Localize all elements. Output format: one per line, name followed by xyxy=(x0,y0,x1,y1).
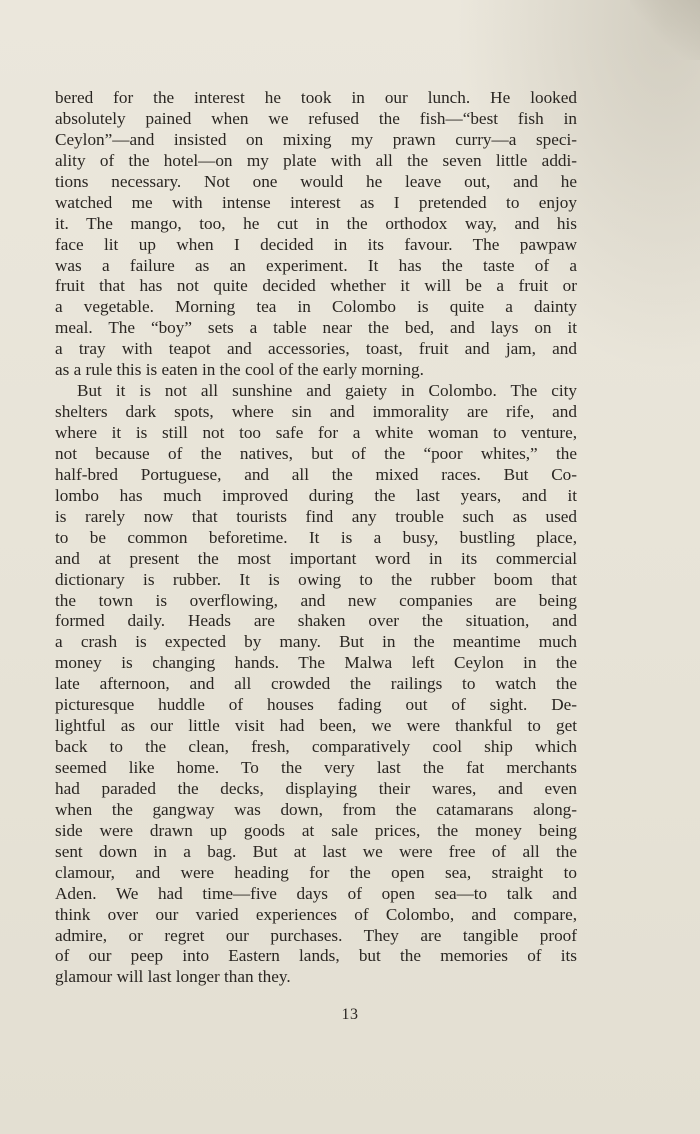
text-line: clamour, and were heading for the open sea, straight to xyxy=(55,862,577,882)
text-line: not because of the natives, but of the “poor whites,” the xyxy=(55,443,577,463)
text-line: picturesque huddle of houses fading out of sight. De- xyxy=(55,695,577,715)
text-line: lightful as our little visit had been, we were thankful to get xyxy=(55,716,577,736)
text-line: a tray with teapot and accessories, toast, fruit and jam, and xyxy=(55,339,577,359)
text-line: formed daily. Heads are shaken over the situation, and xyxy=(55,611,577,631)
text-line: Aden. We had time—five days of open sea—to talk and xyxy=(55,883,577,903)
text-line: and at present the most important word in its commercial xyxy=(55,548,577,568)
text-line: meal. The “boy” sets a table near the bed, and lays on it xyxy=(55,318,577,338)
paragraph-end-line: glamour will last longer than they. xyxy=(55,967,291,987)
text-line: when the gangway was down, from the catamarans along- xyxy=(55,799,577,819)
page-number: 13 xyxy=(341,1006,359,1023)
text-line: bered for the interest he took in our lunch. He looked xyxy=(55,88,577,107)
text-line: a crash is expected by many. But in the meantime much xyxy=(55,632,577,652)
text-line: was a failure as an experiment. It has the taste of a xyxy=(55,255,577,275)
text-line: dictionary is rubber. It is owing to the rubber boom that xyxy=(55,569,577,589)
text-line: face lit up when I decided in its favour. The pawpaw xyxy=(55,234,577,254)
text-line: watched me with intense interest as I pretended to enjoy xyxy=(55,192,577,212)
text-line: fruit that has not quite decided whether it will be a fruit or xyxy=(55,276,577,296)
text-line: ality of the hotel—on my plate with all the seven little addi- xyxy=(55,150,577,170)
paragraph-start-line: But it is not all sunshine and gaiety in Colombo. The city xyxy=(77,381,577,401)
text-line: side were drawn up goods at sale prices, the money being xyxy=(55,820,577,840)
text-line: shelters dark spots, where sin and immorality are rife, and xyxy=(55,402,577,422)
text-line: late afternoon, and all crowded the railings to watch the xyxy=(55,674,577,694)
body-text xyxy=(55,88,577,988)
text-line: half-bred Portuguese, and all the mixed races. But Co- xyxy=(55,464,577,484)
text-line: Ceylon”—and insisted on mixing my prawn curry—a speci- xyxy=(55,129,577,149)
text-line: seemed like home. To the very last the fat merchants xyxy=(55,758,577,777)
text-line: where it is still not too safe for a white woman to venture, xyxy=(55,423,577,442)
text-line: sent down in a bag. But at last we were free of all the xyxy=(55,841,577,861)
text-line: back to the clean, fresh, comparatively cool ship which xyxy=(55,737,577,757)
text-line: it. The mango, too, he cut in the orthodox way, and his xyxy=(55,213,577,233)
text-line: absolutely pained when we refused the fish—“best fish in xyxy=(55,108,577,128)
text-line: the town is overflowing, and new companies are being xyxy=(55,590,577,610)
text-line: of our peep into Eastern lands, but the memories of its xyxy=(55,946,577,966)
text-line: is rarely now that tourists find any trouble such as used xyxy=(55,506,577,526)
text-line: money is changing hands. The Malwa left Ceylon in the xyxy=(55,653,577,673)
text-line: a vegetable. Morning tea in Colombo is quite a dainty xyxy=(55,297,577,317)
paragraph-end-line: as a rule this is eaten in the cool of the early morning. xyxy=(55,360,424,380)
page-corner-shadow xyxy=(630,0,700,60)
text-line: admire, or regret our purchases. They are tangible proof xyxy=(55,925,577,945)
text-line: tions necessary. Not one would he leave out, and he xyxy=(55,171,577,191)
text-line: think over our varied experiences of Colombo, and compare, xyxy=(55,904,577,924)
text-line: to be common beforetime. It is a busy, bustling place, xyxy=(55,527,577,547)
text-line: lombo has much improved during the last years, and it xyxy=(55,485,577,505)
text-line: had paraded the decks, displaying their wares, and even xyxy=(55,778,577,798)
